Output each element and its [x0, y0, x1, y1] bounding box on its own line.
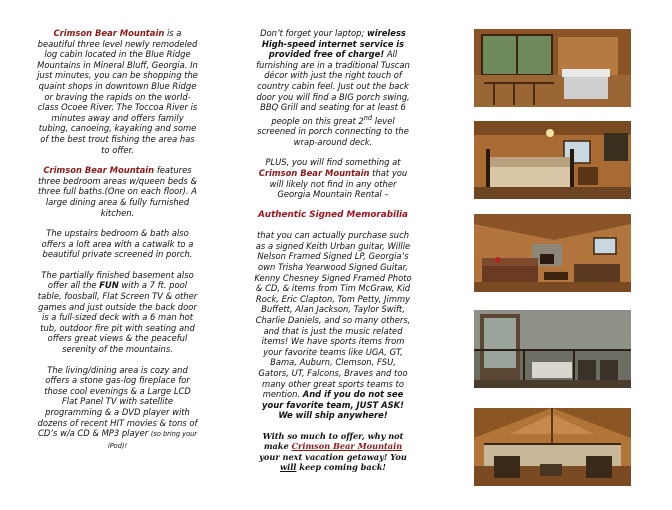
living-room-photo	[474, 214, 631, 292]
cabin-name: Crimson Bear Mountain	[258, 167, 370, 178]
cabin-name: Crimson Bear Mountain	[53, 28, 165, 38]
laptop-text-a: Don’t forget your laptop;	[260, 28, 367, 38]
closing-paragraph	[254, 431, 412, 473]
loft-photo	[474, 408, 631, 486]
bedrooms-text: features three bedroom areas w/queen beds & three full baths.(One on each floor). A large dining area & fully furnished kitchen.	[37, 165, 198, 218]
living-text: The living/dining area is cozy and offers a stone gas-log fireplace for those cool evenings & a Large LCD Flat Panel TV with satellite programming & a DVD player with dozens of recent HIT movies & tons of CD’s w/a CD & MP3 player	[37, 364, 198, 439]
laptop-text-b: All furnishing are in a traditional Tuscan décor with just the right touch of country cabin feel. Just out the back door you will find a BIG porch swing, BBQ Grill and seating for at least 6 people on this great 2	[256, 49, 410, 126]
closing-text-a: With so much to offer, why not make	[262, 430, 404, 452]
deck-photo	[474, 310, 631, 388]
fun-emphasis: FUN	[99, 280, 119, 291]
bedrooms-paragraph	[36, 165, 199, 218]
memorabilia-heading: Authentic Signed Memorabilia	[258, 209, 408, 220]
ipod-note: (so bring your iPod)!	[107, 430, 197, 450]
basement-text-a: The partially finished basement also offer all the	[41, 269, 194, 291]
middle-text-column	[254, 28, 412, 483]
ordinal-suffix: nd	[363, 113, 373, 122]
plus-paragraph	[254, 157, 412, 199]
intro-paragraph	[36, 28, 199, 155]
memorabilia-text: that you can actually purchase such as a signed Keith Urban guitar, Willie Nelson Framed Signed LP, Georgia’s own Trisha Yearwood Signed Guitar, Kenny Chesney Signed Framed Photo & CD, & items from Tim McGraw, Kid Rock, Eric Clapton, Tom Petty, Jimmy Buffett, Alan Jackson, Taylor Swift, Charlie Daniels, and so many others, and that is just the music related items! We have sports items from your favorite teams like UGA, GT, Bama, Auburn, Clemson, FSU, Gators, UT, Falcons, Braves and too many other great sports teams to mention.	[254, 230, 412, 400]
left-text-column	[36, 28, 199, 461]
living-paragraph	[36, 365, 199, 452]
will-emphasis: will	[280, 462, 297, 473]
plus-text-a: PLUS, you will find something at	[265, 157, 401, 168]
ship-emphasis: And if you do not see your favorite team, JUST ASK! We will ship anywhere!	[262, 389, 404, 421]
intro-text: is a beautiful three level newly remodeled log cabin located in the Blue Ridge Mountains in Mineral Bluff, Georgia. In just minutes, you can be shopping the quaint shops in downtown Blue Ridge or braving the rapids on the world-class Ocoee River. The Toccoa River is minutes away and offers family tubing, canoeing, kayaking and some of the best trout fishing the area has to offer.	[37, 28, 198, 155]
cabin-name: Crimson Bear Mountain	[291, 441, 403, 452]
upstairs-paragraph: The upstairs bedroom & bath also offers a loft area with a catwalk to a beautiful private screened in porch.	[41, 228, 194, 260]
bedroom-photo	[474, 121, 631, 199]
cabin-name: Crimson Bear Mountain	[43, 165, 155, 176]
laptop-text-c: level screened in porch connecting to the wrap-around deck.	[257, 115, 409, 147]
basement-text-b: with a 7 ft. pool table, foosball, Flat Screen TV & other games and just outside the back door is a full-sized deck with a 6 man hot tub, outdoor fire pit with seating and offers great views & the peaceful serenity of the mountains.	[37, 280, 198, 355]
memorabilia-paragraph	[254, 230, 412, 421]
closing-text-b: your next vacation getaway! You	[259, 451, 407, 462]
porch-photo	[474, 29, 631, 107]
plus-text-b: that you will likely not find in any other Georgia Mountain Rental –	[269, 167, 408, 200]
closing-text-c: keep coming back!	[296, 462, 386, 473]
laptop-paragraph	[254, 28, 412, 147]
wifi-emphasis: wireless High-speed internet service is provided free of charge!	[261, 28, 406, 60]
basement-paragraph	[36, 270, 199, 355]
